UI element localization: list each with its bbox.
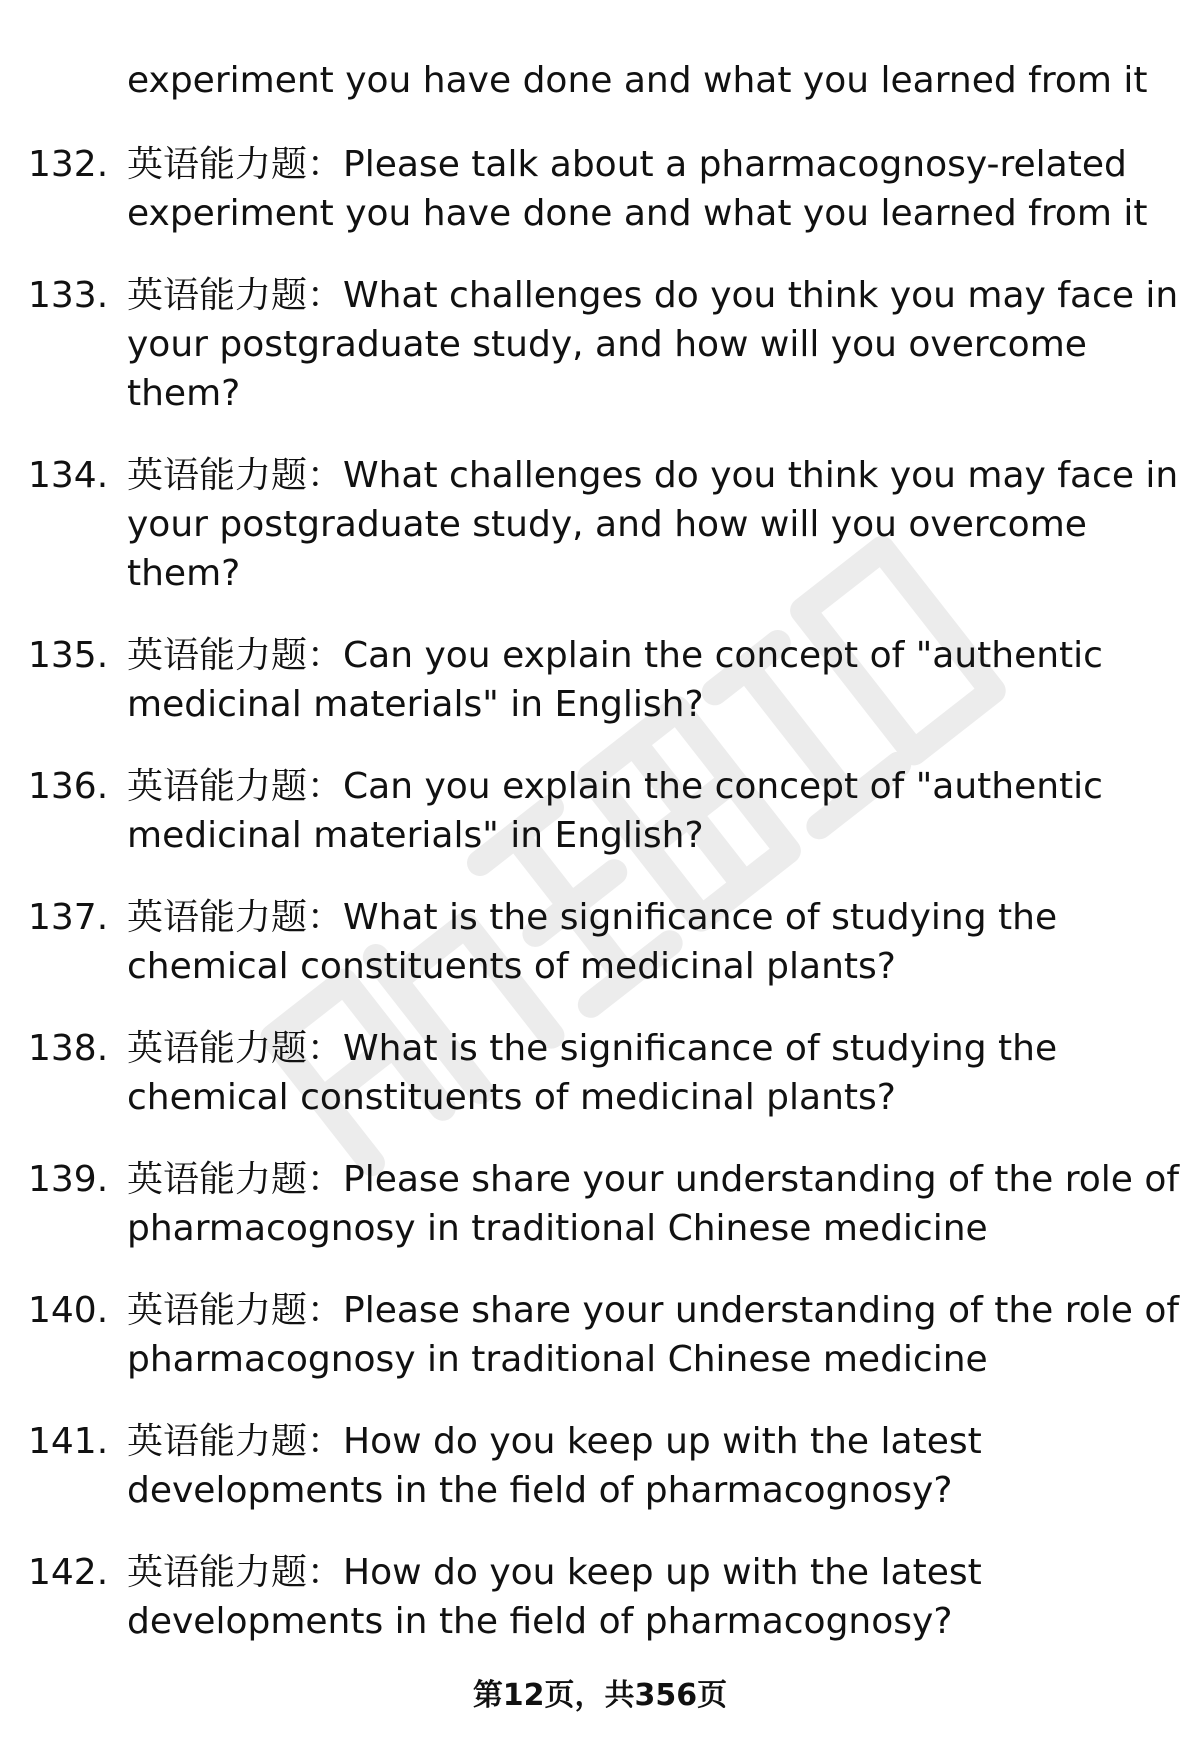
question-number: 138.: [28, 1028, 109, 1069]
question-line: experiment you have done and what you learned from it: [127, 193, 1148, 234]
question-list: [28, 140, 1178, 1679]
question-number: 141.: [28, 1421, 109, 1462]
question-category-label: 英语能力题：: [127, 144, 344, 185]
page-footer: 第12页，共356页: [472, 1678, 728, 1713]
question-body: How do you keep up with the latest: [343, 1552, 982, 1593]
question-line: [127, 1548, 1178, 1597]
question-category-label: 英语能力题：: [127, 635, 344, 676]
continued-question-line: experiment you have done and what you learned from it: [127, 60, 1148, 101]
question-line: [127, 1417, 1178, 1466]
question-body: Can you explain the concept of "authentic: [343, 766, 1103, 807]
question-category-label: 英语能力题：: [127, 1421, 344, 1462]
question-item: [28, 1024, 1178, 1122]
question-category-label: 英语能力题：: [127, 766, 344, 807]
question-body: Can you explain the concept of "authentic: [343, 635, 1103, 676]
question-line: them?: [127, 373, 241, 414]
question-item: [28, 762, 1178, 860]
question-line: developments in the field of pharmacognosy?: [127, 1601, 953, 1642]
question-line: [127, 1024, 1178, 1073]
question-number: 142.: [28, 1552, 109, 1593]
question-line: pharmacognosy in traditional Chinese medicine: [127, 1339, 988, 1380]
question-text: [127, 271, 1178, 418]
question-item: [28, 271, 1178, 418]
question-line: [127, 631, 1178, 680]
question-text: [127, 1548, 1178, 1646]
question-text: [127, 631, 1178, 729]
question-line: your postgraduate study, and how will you overcome: [127, 504, 1087, 545]
question-body: Please share your understanding of the role of: [343, 1290, 1180, 1331]
question-line: [127, 1286, 1179, 1335]
question-item: [28, 1417, 1178, 1515]
question-number: 136.: [28, 766, 109, 807]
question-text: [127, 140, 1178, 238]
question-body: How do you keep up with the latest: [343, 1421, 982, 1462]
question-item: [28, 1286, 1178, 1384]
question-body: Please share your understanding of the role of: [343, 1159, 1180, 1200]
question-category-label: 英语能力题：: [127, 1552, 344, 1593]
question-item: [28, 631, 1178, 729]
question-item: [28, 893, 1178, 991]
question-category-label: 英语能力题：: [127, 455, 344, 496]
question-category-label: 英语能力题：: [127, 1159, 344, 1200]
question-line: developments in the field of pharmacognosy?: [127, 1470, 953, 1511]
question-text: [127, 451, 1178, 598]
question-line: [127, 140, 1178, 189]
question-number: 140.: [28, 1290, 109, 1331]
question-text: [127, 1024, 1178, 1122]
question-category-label: 英语能力题：: [127, 1290, 344, 1331]
question-text: [127, 762, 1178, 860]
question-item: [28, 140, 1178, 238]
question-number: 134.: [28, 455, 109, 496]
question-text: [127, 893, 1178, 991]
question-category-label: 英语能力题：: [127, 897, 344, 938]
question-line: chemical constituents of medicinal plants?: [127, 1077, 896, 1118]
question-item: [28, 1548, 1178, 1646]
question-line: medicinal materials" in English?: [127, 815, 704, 856]
question-line: pharmacognosy in traditional Chinese medicine: [127, 1208, 988, 1249]
question-text: [127, 1155, 1179, 1253]
question-line: [127, 893, 1178, 942]
question-number: 139.: [28, 1159, 109, 1200]
question-line: your postgraduate study, and how will you overcome: [127, 324, 1087, 365]
question-number: 137.: [28, 897, 109, 938]
question-category-label: 英语能力题：: [127, 275, 344, 316]
question-line: chemical constituents of medicinal plants?: [127, 946, 896, 987]
question-text: [127, 1417, 1178, 1515]
question-body: Please talk about a pharmacognosy-related: [343, 144, 1127, 185]
question-body: What is the significance of studying the: [343, 897, 1058, 938]
question-line: [127, 271, 1178, 320]
question-line: [127, 451, 1178, 500]
question-line: [127, 762, 1178, 811]
question-number: 133.: [28, 275, 109, 316]
question-body: What challenges do you think you may face in: [343, 455, 1179, 496]
question-item: [28, 451, 1178, 598]
question-text: [127, 1286, 1179, 1384]
question-body: What is the significance of studying the: [343, 1028, 1058, 1069]
question-number: 132.: [28, 144, 109, 185]
question-category-label: 英语能力题：: [127, 1028, 344, 1069]
question-line: [127, 1155, 1179, 1204]
question-line: medicinal materials" in English?: [127, 684, 704, 725]
question-body: What challenges do you think you may face in: [343, 275, 1179, 316]
question-number: 135.: [28, 635, 109, 676]
question-line: them?: [127, 553, 241, 594]
question-item: [28, 1155, 1178, 1253]
